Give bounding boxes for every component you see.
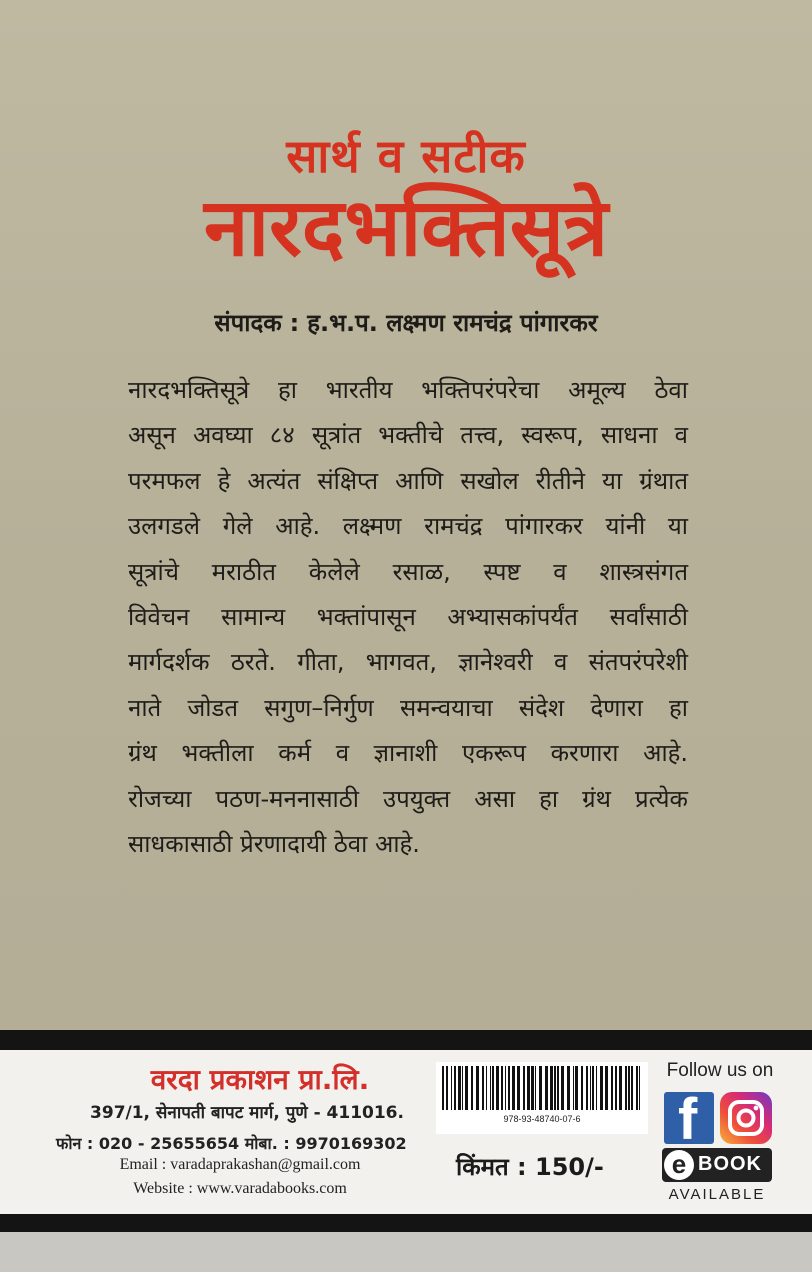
instagram-icon[interactable] (720, 1092, 772, 1144)
cover-subtitle: सार्थ व सटीक (286, 129, 526, 183)
publisher-name: वरदा प्रकाशन प्रा.लि. (150, 1063, 370, 1096)
blurb-line: रोजच्या पठण-मननासाठी उपयुक्त असा हा ग्रंथ प्रत्येक (128, 784, 688, 813)
publisher-website[interactable]: Website : www.varadabooks.com (133, 1180, 347, 1197)
follow-us-label: Follow us on (666, 1060, 774, 1081)
barcode-bar (615, 1066, 617, 1110)
blurb-text (128, 368, 688, 867)
barcode-bar (561, 1066, 564, 1110)
barcode-bar (501, 1066, 503, 1110)
barcode-bar (575, 1066, 578, 1110)
barcode-bar (581, 1066, 583, 1110)
barcode-bar (567, 1066, 570, 1110)
barcode-bar (531, 1066, 534, 1110)
barcode-bar (451, 1066, 452, 1110)
barcode-bar (611, 1066, 613, 1110)
blurb-line: साधकासाठी प्रेरणादायी ठेवा आहे. (128, 830, 420, 859)
facebook-letter: f (678, 1092, 698, 1144)
barcode-bar (545, 1066, 548, 1110)
barcode-bar (527, 1066, 530, 1110)
blurb-line: सूत्रांचे मराठीत केलेले रसाळ, स्पष्ट व शास्त्रसंगत (128, 557, 688, 586)
blurb-line: परमफल हे अत्यंत संक्षिप्त आणि सखोल रीतीने या ग्रंथात (128, 466, 688, 495)
barcode-bar (550, 1066, 553, 1110)
price-label: किंमत : 150/- (456, 1153, 604, 1181)
barcode-bar (523, 1066, 525, 1110)
barcode-bar (508, 1066, 510, 1110)
blurb-line: नाते जोडत सगुण–निर्गुण समन्वयाचा संदेश देणारा हा (128, 693, 688, 722)
isbn-number: 978-93-48740-07-6 (503, 1114, 581, 1124)
editor-separator: : (289, 309, 300, 337)
publisher-address: 397/1, सेनापती बापट मार्ग, पुणे - 411016. (90, 1103, 404, 1123)
barcode-bar (590, 1066, 591, 1110)
instagram-glyph (720, 1092, 772, 1144)
blurb-line: मार्गदर्शक ठरते. गीता, भागवत, ज्ञानेश्वरी व संतपरंपरेशी (128, 648, 688, 677)
barcode-bar (492, 1066, 494, 1110)
barcode-bar (490, 1066, 491, 1110)
blurb-line: असून अवघ्या ८४ सूत्रांत भक्तीचे तत्त्व, स्वरूप, साधना व (128, 421, 688, 450)
barcode-bar (619, 1066, 622, 1110)
barcode-bar (442, 1066, 444, 1110)
barcode-bar (486, 1066, 487, 1110)
barcode-bar (557, 1066, 559, 1110)
barcode-bar (458, 1066, 461, 1110)
facebook-icon[interactable] (664, 1092, 714, 1144)
barcode-bar (462, 1066, 463, 1110)
editor-label: संपादक (214, 309, 282, 337)
barcode-bar (454, 1066, 456, 1110)
cover-title: नारदभक्तिसूत्रे (204, 181, 608, 274)
barcode-bar (636, 1066, 638, 1110)
barcode (436, 1062, 648, 1134)
barcode-bar (539, 1066, 542, 1110)
barcode-bar (482, 1066, 484, 1110)
editor-credit (0, 306, 812, 339)
barcode-bar (592, 1066, 594, 1110)
barcode-bar (446, 1066, 448, 1110)
barcode-bar (496, 1066, 499, 1110)
barcode-bar (639, 1066, 640, 1110)
barcode-bars (440, 1066, 644, 1112)
barcode-bar (505, 1066, 506, 1110)
publisher-phone: फोन : 020 - 25655654 मोबा. : 9970169302 (56, 1134, 407, 1153)
page-edge (0, 1232, 812, 1272)
blurb-line: विवेचन सामान्य भक्तांपासून अभ्यासकांपर्यंत सर्वांसाठी (128, 603, 688, 632)
ebook-e-badge: e (664, 1150, 694, 1180)
barcode-bar (476, 1066, 479, 1110)
ebook-label: BOOK (698, 1153, 762, 1175)
barcode-bar (625, 1066, 627, 1110)
blurb-line: ग्रंथ भक्तीला कर्म व ज्ञानाशी एकरूप करणारा आहे. (128, 739, 688, 768)
barcode-bar (631, 1066, 633, 1110)
ebook-available-label: AVAILABLE (668, 1186, 766, 1203)
barcode-bar (628, 1066, 630, 1110)
barcode-bar (600, 1066, 603, 1110)
barcode-bar (596, 1066, 597, 1110)
barcode-bar (512, 1066, 515, 1110)
barcode-bar (605, 1066, 608, 1110)
ebook-icon[interactable] (662, 1148, 772, 1182)
barcode-bar (554, 1066, 556, 1110)
barcode-bar (586, 1066, 588, 1110)
barcode-bar (465, 1066, 468, 1110)
divider-band-top (0, 1030, 812, 1050)
editor-name: ह.भ.प. लक्ष्मण रामचंद्र पांगारकर (307, 309, 598, 337)
barcode-bar (573, 1066, 574, 1110)
barcode-bar (535, 1066, 536, 1110)
barcode-bar (471, 1066, 473, 1110)
blurb-line: उलगडले गेले आहे. लक्ष्मण रामचंद्र पांगारकर यांनी या (128, 512, 688, 541)
barcode-bar (517, 1066, 520, 1110)
blurb-line: नारदभक्तिसूत्रे हा भारतीय भक्तिपरंपरेचा अमूल्य ठेवा (128, 376, 688, 404)
publisher-email[interactable]: Email : varadaprakashan@gmail.com (119, 1156, 361, 1173)
divider-band-bottom (0, 1214, 812, 1232)
